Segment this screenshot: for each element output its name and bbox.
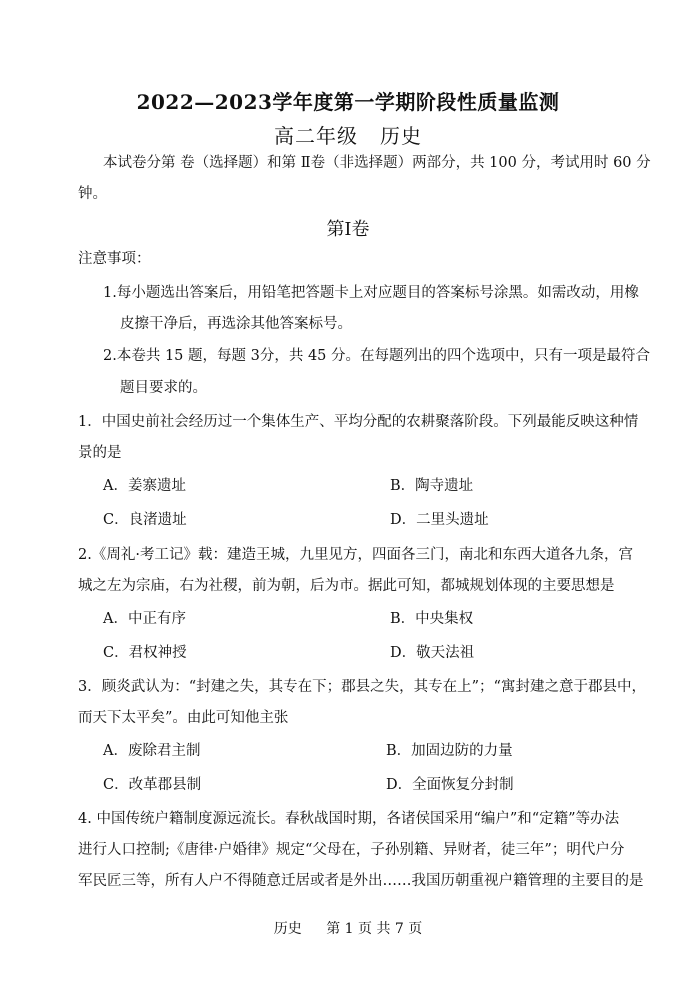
exam-title: 2022—2023学年度第一学期阶段性质量监测 <box>136 90 560 114</box>
question-2-stem-line-1: 2.《周礼·考工记》载：建造王城，九里见方，四面各三门，南北和东西大道各九条，宫 <box>78 547 633 563</box>
question-3-stem-line-2: 而天下太平矣”。由此可知他主张 <box>78 710 289 726</box>
question-4-stem-line-3: 军民匠三等，所有人户不得随意迁居或者是外出……我国历朝重视户籍管理的主要目的是 <box>78 873 644 889</box>
question-1-stem-line-2: 景的是 <box>78 445 122 461</box>
intro-line-1: 本试卷分第 卷（选择题）和第 Ⅱ卷（非选择题）两部分，共 100 分，考试用时 60 分 <box>103 155 651 171</box>
question-3-stem-line-1: 3．顾炎武认为：“封建之失，其专在下；郡县之失，其专在上”；“寓封建之意于郡县中， <box>78 679 646 695</box>
question-2-option-c[interactable]: C．君权神授 <box>103 645 187 661</box>
intro-line-2: 钟。 <box>78 186 107 202</box>
question-3-option-c[interactable]: C．改革郡县制 <box>103 777 202 793</box>
notice-heading: 注意事项： <box>78 251 151 267</box>
notice-item-1-line-1: 1.每小题选出答案后，用铅笔把答题卡上对应题目的答案标号涂黑。如需改动，用橡 <box>103 285 639 301</box>
notice-item-1-line-2: 皮擦干净后，再选涂其他答案标号。 <box>120 316 352 332</box>
question-1-option-b[interactable]: B．陶寺遗址 <box>390 478 474 494</box>
question-3-option-a[interactable]: A．废除君主制 <box>103 743 201 759</box>
question-3-option-b[interactable]: B．加固边防的力量 <box>386 743 513 759</box>
question-1-option-d[interactable]: D．二里头遗址 <box>390 512 489 528</box>
question-3-option-d[interactable]: D．全面恢复分封制 <box>386 777 514 793</box>
notice-item-2-line-1: 2.本卷共 15 题，每题 3分，共 45 分。在每题列出的四个选项中，只有一项是最符合 <box>103 348 651 364</box>
footer-subject: 历史 <box>273 921 302 937</box>
exam-subtitle: 高二年级 历史 <box>273 124 423 148</box>
question-2-option-d[interactable]: D．敬天法祖 <box>390 645 475 661</box>
question-1-option-a[interactable]: A．姜寨遗址 <box>103 478 186 494</box>
question-1-option-c[interactable]: C．良渚遗址 <box>103 512 187 528</box>
question-1-stem-line-1: 1．中国史前社会经历过一个集体生产、平均分配的农耕聚落阶段。下列最能反映这种情 <box>78 414 639 430</box>
question-4-stem-line-1: 4. 中国传统户籍制度源远流长。春秋战国时期，各诸侯国采用“编户”和“定籍”等办法 <box>78 811 620 827</box>
section-title: 第Ⅰ卷 <box>326 219 370 240</box>
question-2-option-a[interactable]: A．中正有序 <box>103 611 186 627</box>
question-4-stem-line-2: 进行人口控制;《唐律·户婚律》规定“父母在，子孙别籍、异财者，徒三年”；明代户分 <box>78 842 625 858</box>
page-footer <box>0 918 696 938</box>
question-2-option-b[interactable]: B．中央集权 <box>390 611 474 627</box>
footer-page-info: 第 1 页 共 7 页 <box>326 921 423 937</box>
notice-item-2-line-2: 题目要求的。 <box>120 380 207 396</box>
question-2-stem-line-2: 城之左为宗庙，右为社稷，前为朝，后为市。据此可知，都城规划体现的主要思想是 <box>78 578 615 594</box>
